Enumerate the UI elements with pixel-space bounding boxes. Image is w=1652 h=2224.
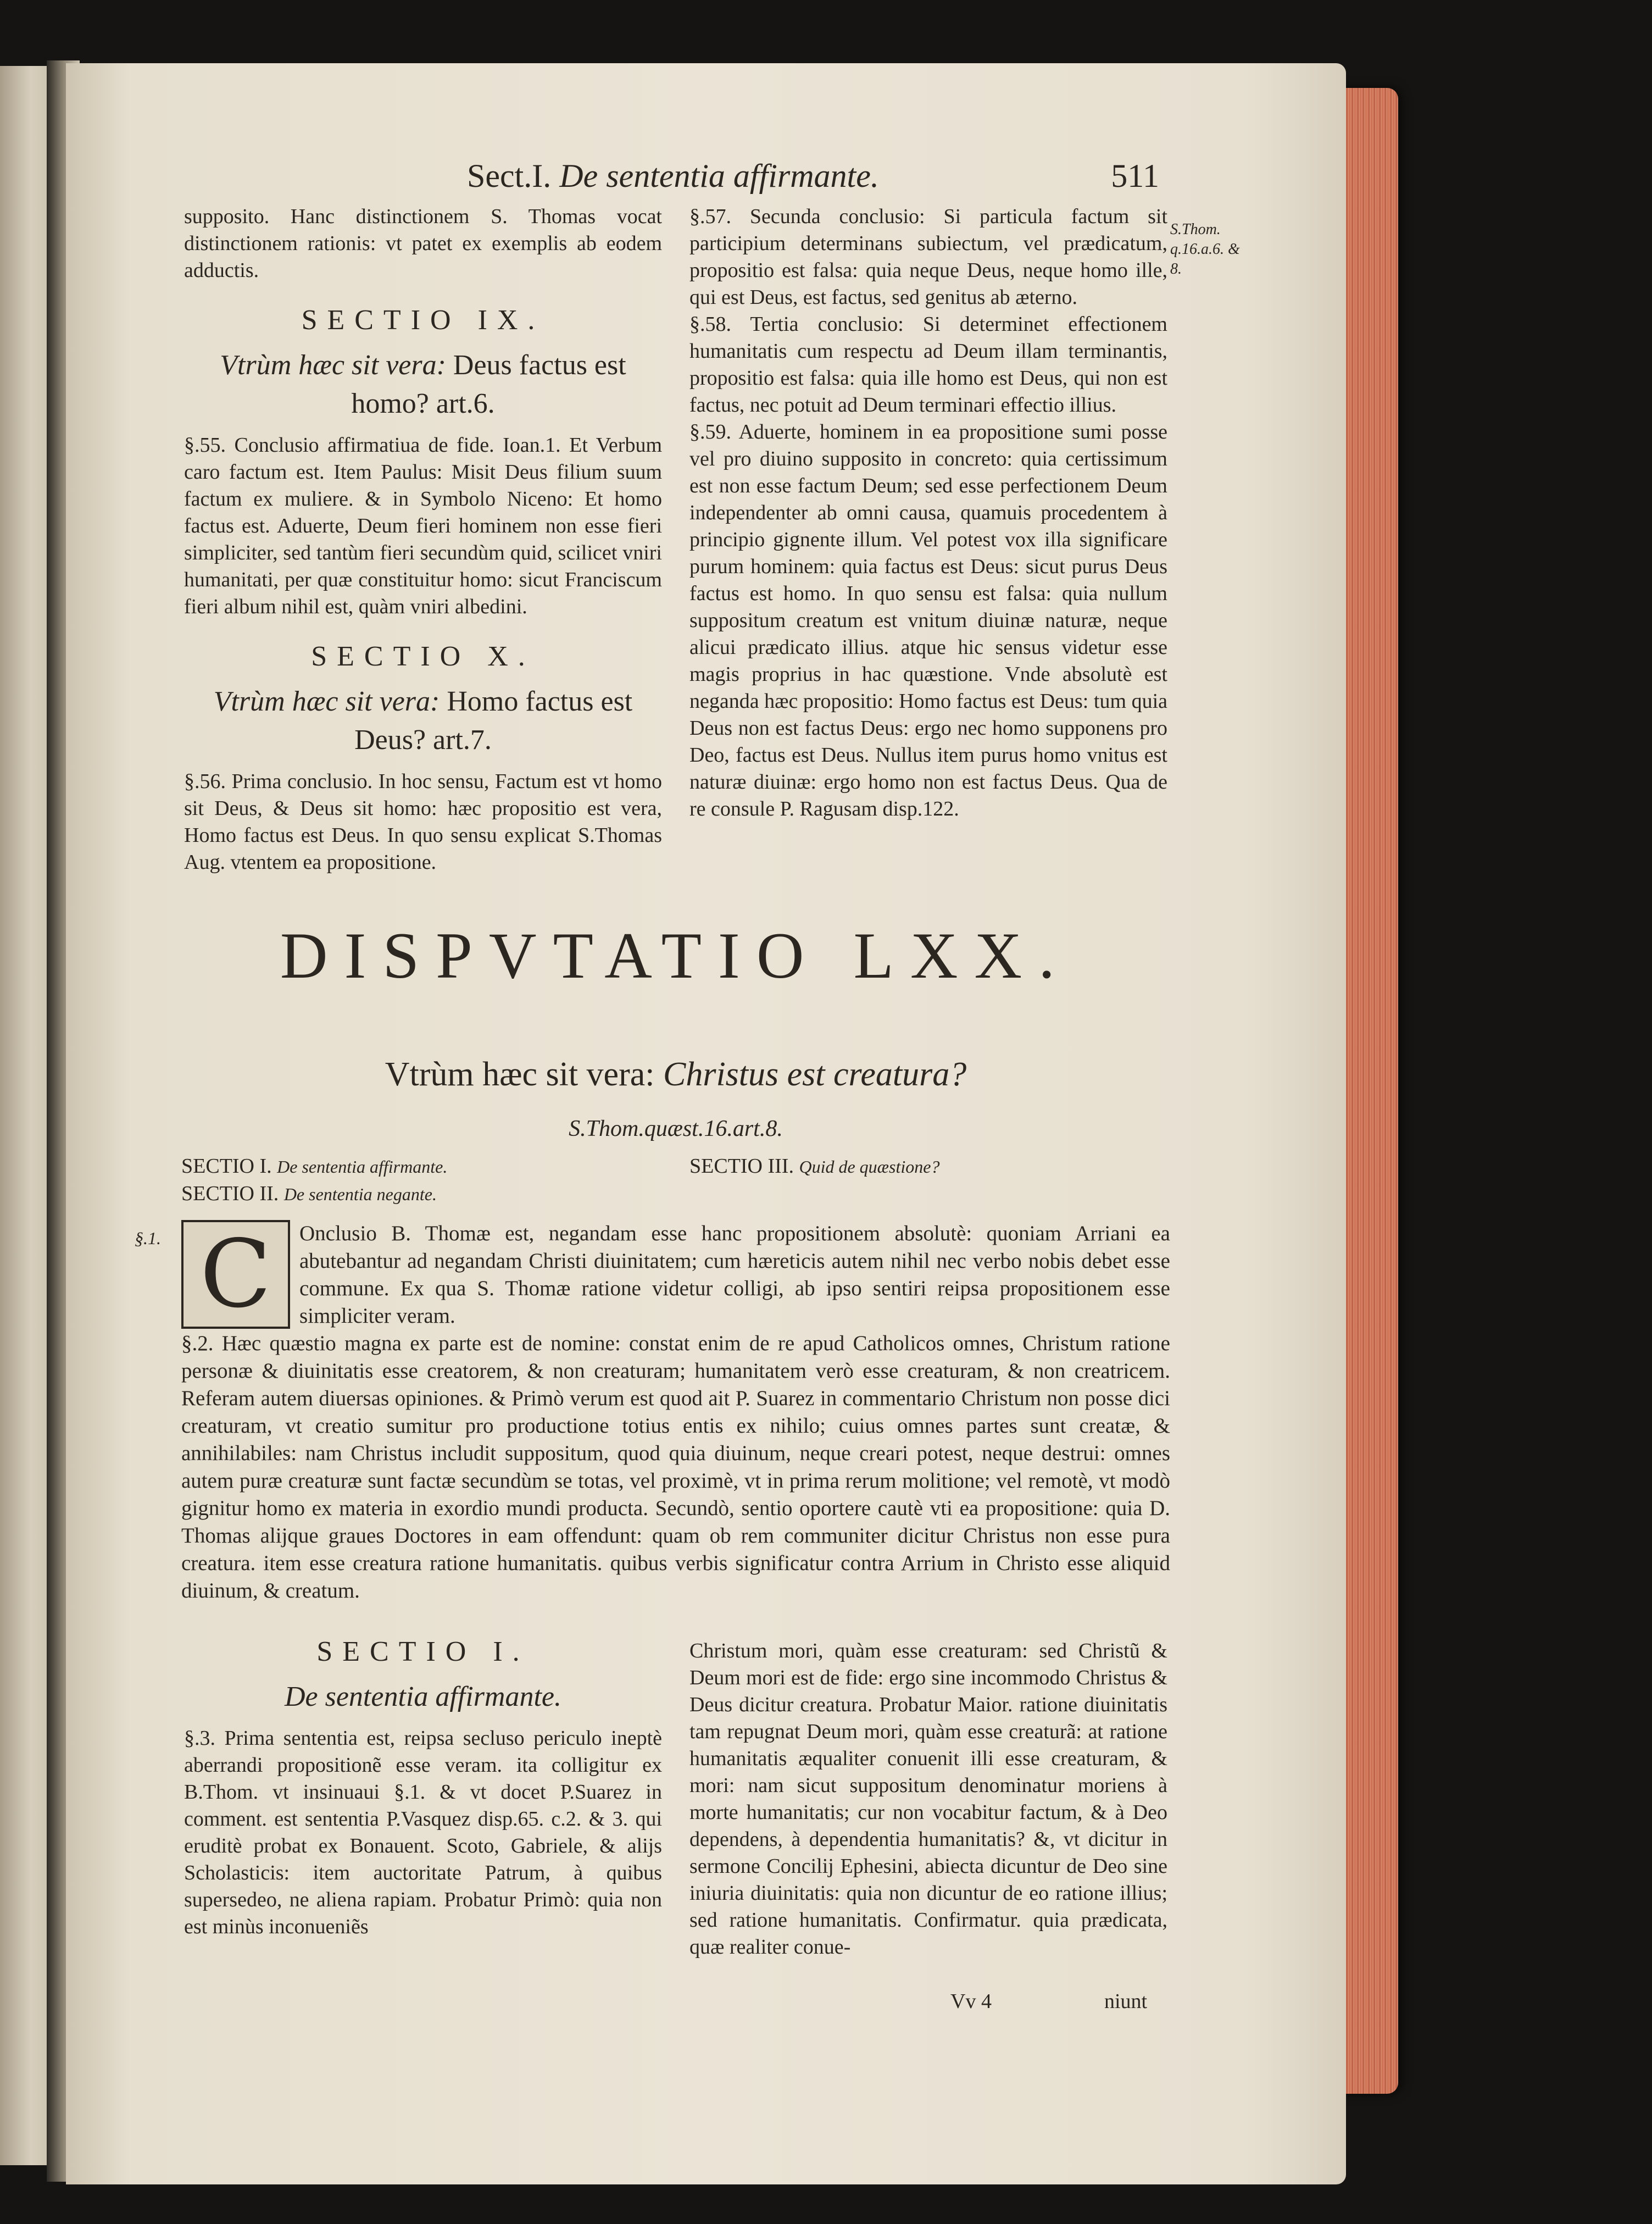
drop-cap: C	[181, 1220, 290, 1329]
paragraph: Christum mori, quàm esse creaturam: sed Christũ & Deum mori est de fide: ergo sine incommodo Christus & Deus dicitur creatura. Probatur Maior. ratione diuinitatis tam repugnat Deum mori, quàm esse creaturã: at ratione humanitatis æqualiter conuenit illi esse creaturam, & mori: nam sicut suppositum denominatur moriens à morte humanitatis; cur non vocabitur factum, & à Deo dependens, à dependentia humanitatis? &, vt dicitur in sermone Concilij Ephesini, abiecta dicuntur de Deo sine iniuria diuinitatis: quia non dicuntur de eo ratione illius; sed ratione humanitatis. Confirmatur. quia prædicata, quæ realiter conue-	[689, 1639, 1167, 1959]
left-page-edge	[0, 66, 52, 2165]
toc-entry: SECTIO III. Quid de quæstione?	[689, 1155, 940, 1178]
left-column	[184, 203, 662, 876]
paragraph: §.55. Conclusio affirmatiua de fide. Ioan.1. Et Verbum caro factum est. Item Paulus: Misit Deus filium suum factum ex muliere. & in Symbolo Niceno: Et homo factus est. Aduerte, Deum fieri hominem non esse fieri simpliciter, sed tantùm fieri secundùm quid, scilicet vniri humanitati, per quæ constituitur homo: sicut Franciscum fieri album nihil est, quàm vniri albedini.	[184, 434, 662, 618]
disputatio-question: Vtrùm hæc sit vera: Christus est creatura?	[385, 1056, 967, 1093]
bottom-right-column	[689, 1638, 1167, 1961]
disputatio-reference: S.Thom.quæst.16.art.8.	[569, 1116, 783, 1141]
paragraph-marker: §.1.	[135, 1228, 161, 1248]
paragraph: §.59. Aduerte, hominem in ea propositione sumi posse vel pro diuino supposito in concreto: quia certissimum est non esse factum Deum; sed esse perfectionem Deum independenter ab omni causa, quamuis procedentem à principio gignente illum. Vel potest vox illa significare purum hominem: quia factus est Deus: sicut purus Deus factus est homo. In quo sensu est falsa: quia nullum suppositum creatum est vnitum diuinæ naturæ, neque alicui prædicato illius. atque hic sensus videtur esse magis proprius in hac quæstione. Vnde absolutè est neganda hæc propositio: Homo factus est Deus: tum quia Deus non est factus Deus: ergo nec homo supponens pro Deo, factus est Deus. Nullus item purus homo vnitus est naturæ diuinæ: ergo homo non est factus Deus. Qua de re consule P. Ragusam disp.122.	[689, 420, 1167, 820]
catchword: niunt	[1104, 1990, 1148, 2013]
page-text	[135, 143, 1240, 2033]
right-column	[689, 203, 1167, 823]
paragraph: supposito. Hanc distinctionem S. Thomas vocat distinctionem rationis: vt patet ex exemplis ab eodem adductis.	[184, 205, 662, 282]
section-subtitle: De sententia affirmante.	[284, 1681, 562, 1712]
running-header	[181, 157, 1170, 196]
paragraph: §.3. Prima sententia est, reipsa secluso periculo ineptè aberrandi propositionẽ esse veram. ita colligitur ex B.Thom. vt insinuaui §.1. & vt docet P.Suarez in comment. est sententia P.Vasquez disp.65. c.2. & 3. qui eruditè probat ex Bonauent. Scoto, Gabriele, & alijs Scholasticis: item auctoritate Patrum, à quibus supersedeo, ne aliena rapiam. Probatur Primò: quia non est minùs inconueniẽs	[184, 1727, 662, 1938]
header-title: De sententia affirmante.	[559, 158, 879, 194]
toc-entry: SECTIO II. De sententia negante.	[181, 1182, 437, 1205]
section-question: Vtrùm hæc sit vera: Homo factus est Deus? art.7.	[213, 686, 633, 756]
toc-entry: SECTIO I. De sententia affirmante.	[181, 1155, 448, 1178]
bottom-left-column	[184, 1616, 662, 1940]
paragraph: §.2. Hæc quæstio magna ex parte est de nomine: constat enim de re apud Catholicos omnes, Christum ratione personæ & diuinitatis esse creatorem, & non creaturam; humanitatem verò esse creaturam, & non creatricem. Referam autem diuersas opiniones. & Primò verum est quod ait P. Suarez in commentario Christum non posse dici creaturam, vt creatio sumitur pro productione totius entis ex nihilo; cuius omnes partes sunt creatæ, & annihilabiles: nam Christus includit suppositum, quod quia diuinum, neque creari potest, neque destrui: omnes autem puræ creaturæ sunt factæ secundùm se totas, vel proximè, vt in prima rerum molitione; vel remotè, vt modò gignitur homo ex materia in exordio mundi producta. Secundò, sentio oportere cautè vti ea propositione: quia D. Thomas alijque graues Doctores in eam offendunt: quam ob rem communiter dicitur Christus non esse pura creatura. item esse creatura ratione humanitatis. quibus verbis significatur contra Arrium in Christo esse aliquid diuinum, & creatum.	[181, 1332, 1170, 1602]
page-number: 511	[1111, 158, 1159, 194]
section-question: Vtrùm hæc sit vera: Deus factus est homo? art.6.	[220, 350, 626, 419]
signature-mark: Vv 4	[950, 1990, 992, 2013]
disputatio-title: DISPVTATIO LXX.	[280, 919, 1072, 992]
paragraph: §.56. Prima conclusio. In hoc sensu, Factum est vt homo sit Deus, & Deus sit homo: hæc propositio est vera, Homo factus est Deus. In quo sensu explicat S.Thomas Aug. vtentem ea propositione.	[184, 770, 662, 874]
paragraph: Onclusio B. Thomæ est, negandam esse hanc propositionem absolutè: quoniam Arriani ea abutebantur ad negandam Christi diuinitatem; cum hæreticis autem nihil nec verbo nobis debet esse commune. Ex qua S. Thomæ ratione videtur colligi, ab ipso sentiri reipsa propositionem esse simpliciter veram.	[299, 1222, 1170, 1328]
paragraph: §.58. Tertia conclusio: Si determinet effectionem humanitatis cum respectu ad Deum illam terminantis, propositio est falsa: quia ille homo est Deus, qui non est factus, nec potuit ad Deum terminari effectio illius.	[689, 313, 1167, 417]
section-title: SECTIO I.	[316, 1636, 530, 1667]
section-title: SECTIO X.	[311, 641, 535, 672]
section-title: SECTIO IX.	[301, 304, 545, 336]
header-section: Sect.I.	[467, 158, 552, 194]
margin-note: S.Thom. q.16.a.6. & 8.	[1170, 221, 1240, 278]
paragraph: §.57. Secunda conclusio: Si particula factum sit participium determinans subiectum, vel prædicatum, propositio est falsa: quia neque Deus, neque homo ille, qui est Deus, est factus, sed genitus ab æterno.	[689, 205, 1167, 309]
main-body	[181, 1220, 1170, 1605]
